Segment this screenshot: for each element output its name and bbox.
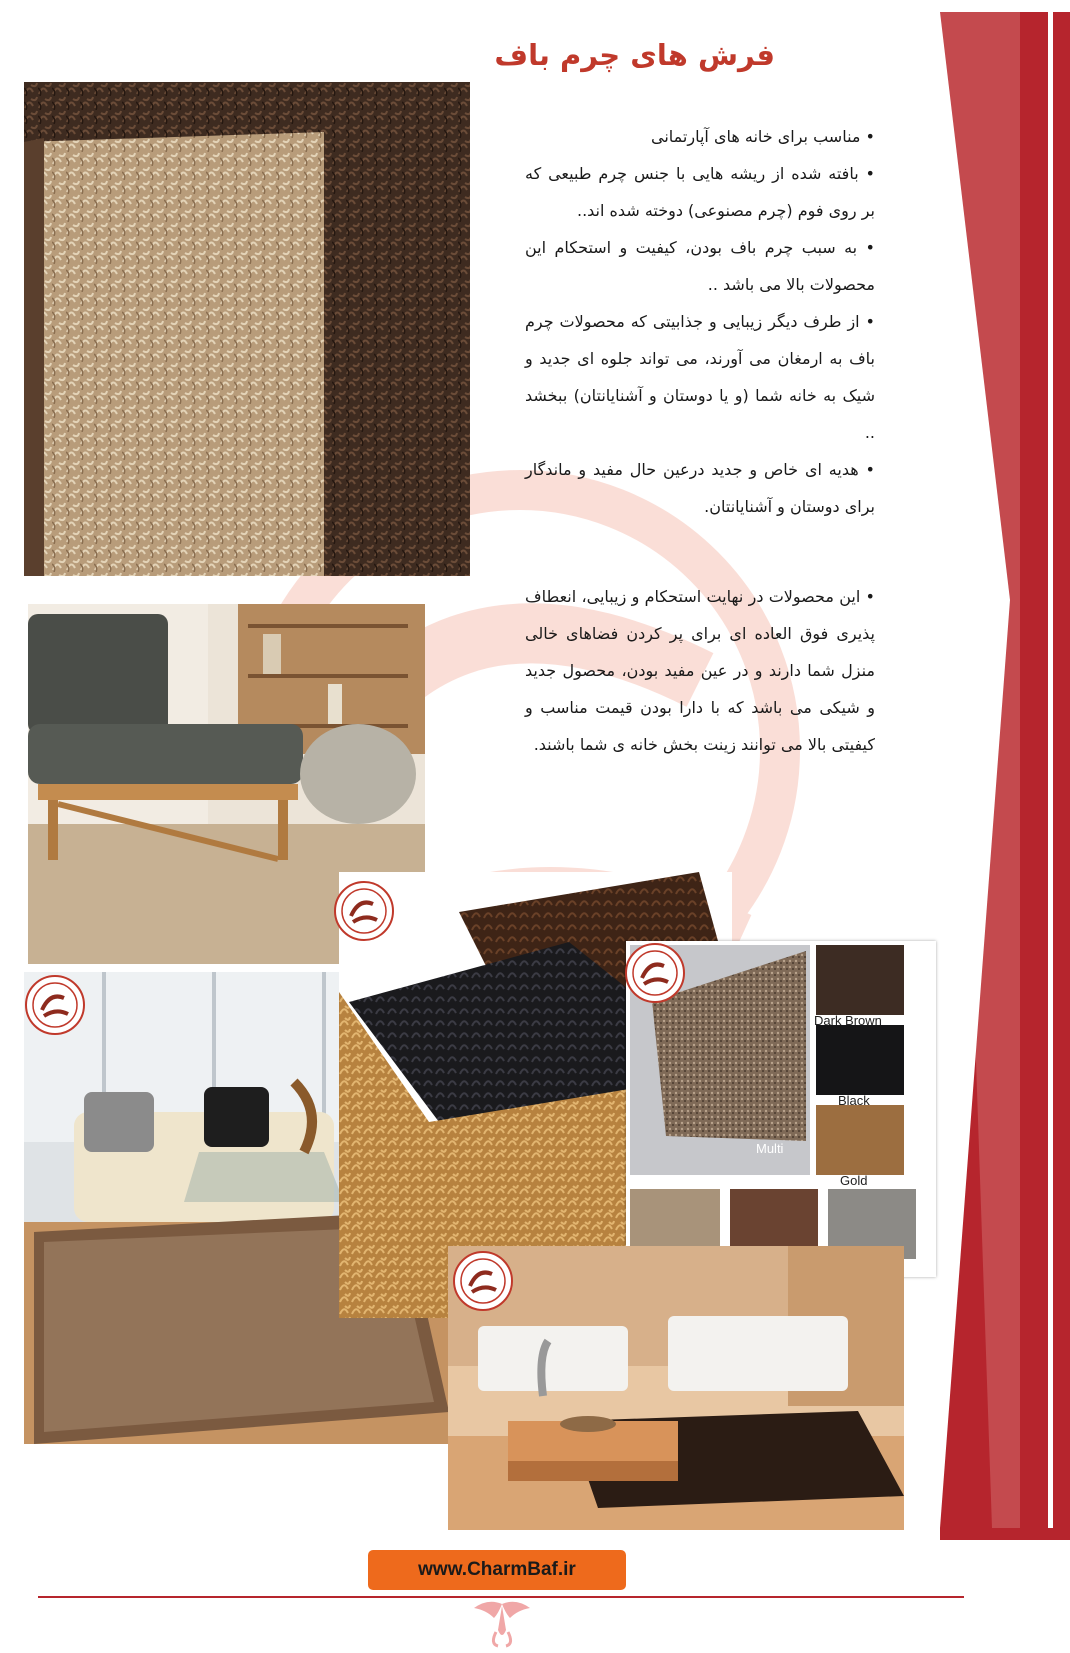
swatch-label-black: Black [838, 1093, 870, 1108]
floral-ornament-icon [468, 1600, 536, 1648]
feature-item-5: • هدیه ای خاص و جدید درعین حال مفید و ماندگار برای دوستان و آشنایانتان. [525, 460, 875, 516]
charmbaf-logo-icon [452, 1250, 514, 1312]
charmbaf-logo-icon [624, 942, 686, 1004]
description-paragraph [525, 578, 875, 763]
swatch-label-multi: Multi [756, 1141, 784, 1156]
rug-closeup-photo [24, 82, 470, 576]
charmbaf-logo-icon [24, 974, 86, 1036]
charmbaf-logo-icon [333, 880, 395, 942]
feature-item-2: • بافته شده از ریشه هایی با جنس چرم طبیعی که بر روی فوم (چرم مصنوعی) دوخته شده اند.. [525, 164, 875, 220]
swatch-label-dark-brown: Dark Brown [814, 1013, 882, 1028]
description-text: • این محصولات در نهایت استحکام و زیبایی، انعطاف پذیری فوق العاده ای برای پر کردن فضاهای خالی منزل شما دارند و در عین مفید بودن، محصول جدید و شیکی می باشد که با دارا بودن قیمت مناسب و کیفیتی بالا می توانند زینت بخش خانه ی شما باشند. [525, 587, 875, 754]
feature-item-4: • از طرف دیگر زیبایی و جذابیتی که محصولات چرم باف به ارمغان می آورند، می تواند جلوه ای جدید و شیک به خانه شما (و یا دوستان و آشنایانتان) ببخشد .. [525, 312, 875, 442]
swatch-label-gold: Gold [840, 1173, 868, 1188]
page-title: فرش های چرم باف [494, 38, 775, 72]
feature-item-3: • به سبب چرم باف بودن، کیفیت و استحکام این محصولات بالا می باشد .. [525, 238, 875, 294]
footer-divider [38, 1596, 964, 1598]
feature-list [525, 118, 875, 525]
website-link-button[interactable]: www.CharmBaf.ir [368, 1550, 626, 1590]
feature-item-1: • مناسب برای خانه های آپارتمانی [650, 127, 875, 146]
lounge-room-photo [448, 1246, 904, 1530]
